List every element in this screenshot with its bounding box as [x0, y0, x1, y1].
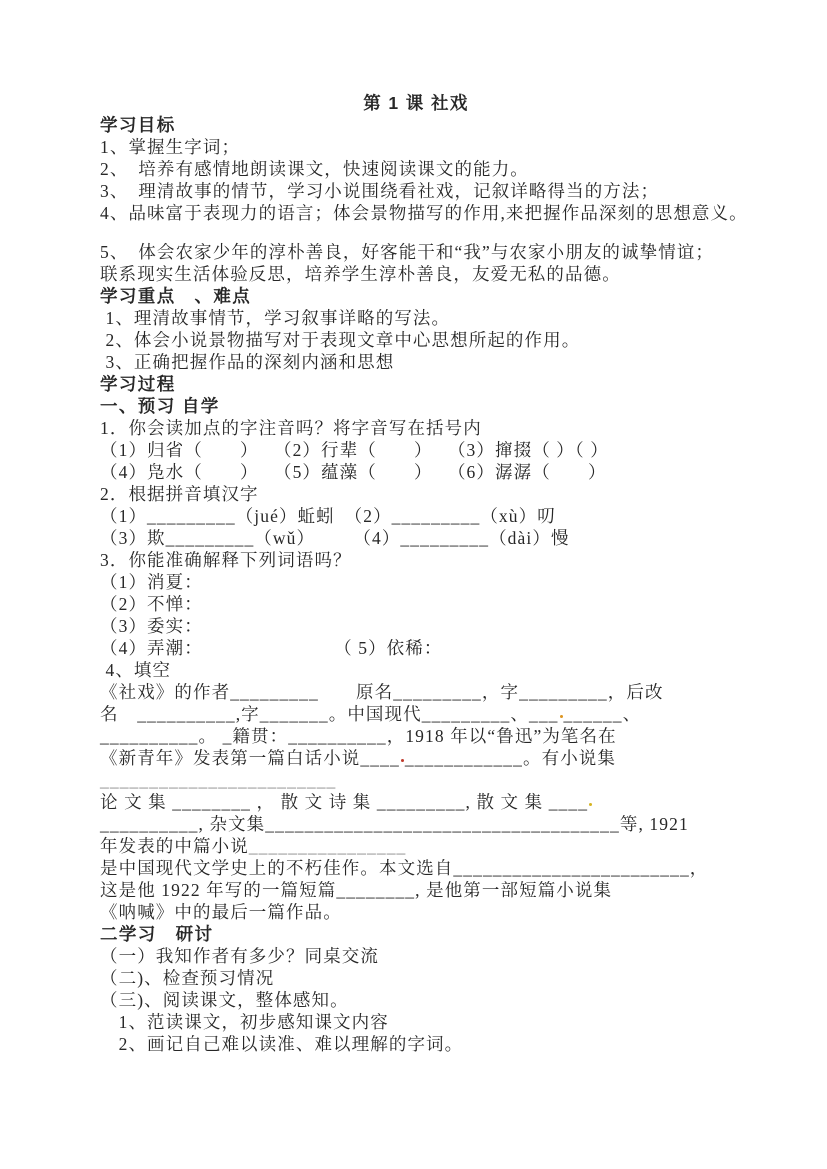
heading-section-1-preview: [100, 395, 732, 417]
text-run: 学习目标: [100, 115, 176, 135]
text-run: __________。 _籍贯：__________，1918 年以“鲁迅”为笔名在: [100, 726, 617, 746]
question-1-prompt: [100, 417, 732, 439]
heading-learning-process: [100, 373, 732, 395]
text-run: （三)、阅读课文，整体感知。: [100, 990, 349, 1010]
question-2-row-2: [100, 527, 732, 549]
text-run: 2、体会小说景物描写对于表现文章中心思想所起的作用。: [100, 330, 581, 350]
fill-blank-line-5: [100, 769, 732, 791]
study-item-3: [100, 989, 732, 1011]
goal-item-5: [100, 241, 732, 263]
text-run: （3）委实：: [100, 616, 203, 636]
text-run: 2、 培养有感情地朗读课文，快速阅读课文的能力。: [100, 159, 529, 179]
text-run: （4）凫水（ ） （5）蕴藻（ ） （6）潺潺（ ）: [100, 462, 607, 482]
text-run: 4、填空: [100, 660, 172, 680]
text-run: 2、画记自己难以读准、难以理解的字词。: [100, 1034, 464, 1054]
question-3-item-3: [100, 615, 732, 637]
question-3-item-2: [100, 593, 732, 615]
fill-blank-line-4: [100, 747, 732, 769]
text-run: （1）_________（jué）蚯蚓 （2）_________（xù）叨: [100, 506, 556, 526]
text-run: 1、范读课文，初步感知课文内容: [100, 1012, 389, 1032]
text-run: （二)、检查预习情况: [100, 968, 275, 988]
text-run: 4、品味富于表现力的语言；体会景物描写的作用,来把握作品深刻的思想意义。: [100, 203, 748, 223]
goal-item-4: [100, 202, 748, 224]
text-run: 一、预习 自学: [100, 396, 220, 416]
text-run: ______、: [563, 704, 642, 724]
goal-item-5-continued: [100, 263, 732, 285]
text-run: 《新青年》发表第一篇白话小说____: [100, 748, 400, 768]
goal-item-2: [100, 158, 732, 180]
heading-key-points: [100, 285, 732, 307]
text-run: 论 文 集 ________ ， 散 文 诗 集 _________, 散 文 集 ____: [100, 792, 589, 812]
text-run: ________________: [248, 836, 407, 856]
text-run: 年发表的中篇小说: [100, 836, 249, 856]
text-run: （3）欺_________（wǔ） （4）_________（dài）慢: [100, 528, 570, 548]
text-run: 学习重点 、难点: [100, 286, 252, 306]
text-run: （1）归省（ ） （2）行辈（ ） （3）撺掇（ ）（ ）: [100, 440, 609, 460]
fill-blank-line-2: [100, 703, 732, 725]
orange-dot-artifact-icon: [560, 715, 563, 718]
text-run: 二学习 研讨: [100, 924, 214, 944]
fill-blank-line-7: [100, 813, 732, 835]
heading-learning-goals: [100, 114, 732, 136]
question-1-row-1: [100, 439, 732, 461]
text-run: 是中国现代文学史上的不朽佳作。本文选自________________________，: [100, 858, 709, 878]
text-run: （一）我知作者有多少？同桌交流: [100, 946, 379, 966]
text-run: 5、 体会农家少年的淳朴善良，好客能干和“我”与农家小朋友的诚挚情谊；: [100, 242, 715, 262]
document-content: [100, 92, 748, 1055]
text-run: 1．你会读加点的字注音吗？将字音写在括号内: [100, 418, 482, 438]
fill-blank-line-9: [100, 857, 732, 879]
question-3-items-4-5: [100, 637, 732, 659]
red-dot-artifact-icon: [401, 759, 404, 762]
question-4-prompt: [100, 659, 732, 681]
question-2-row-1: [100, 505, 732, 527]
yellow-dot-artifact-icon: [589, 803, 592, 806]
text-run: （4）弄潮： （ 5）依稀：: [100, 638, 443, 658]
key-point-1: [100, 307, 732, 329]
text-run: 3、 理清故事的情节，学习小说围绕看社戏，记叙详略得当的方法；: [100, 181, 660, 201]
question-1-row-2: [100, 461, 732, 483]
text-run: 3．你能准确解释下列词语吗？: [100, 550, 352, 570]
fill-blank-line-3: [100, 725, 732, 747]
text-run: 这是他 1922 年写的一篇短篇________, 是他第一部短篇小说集: [100, 880, 613, 900]
study-item-2: [100, 967, 732, 989]
lesson-title: [100, 92, 732, 114]
text-run: （1）消夏：: [100, 572, 203, 592]
heading-section-2-study: [100, 923, 732, 945]
study-sub-item-1: [100, 1011, 732, 1033]
text-run: ____________。有小说集: [404, 748, 617, 768]
goal-item-3: [100, 180, 732, 202]
fill-blank-line-10: [100, 879, 732, 901]
fill-blank-line-8: [100, 835, 732, 857]
text-run: 学习过程: [100, 374, 176, 394]
key-point-3: [100, 351, 732, 373]
text-run: （2）不惮：: [100, 594, 203, 614]
text-run: 1、掌握生字词；: [100, 137, 241, 157]
key-point-2: [100, 329, 732, 351]
study-sub-item-2: [100, 1033, 732, 1055]
question-2-prompt: [100, 483, 732, 505]
text-run: 第 1 课 社戏: [363, 93, 469, 113]
text-run: ________________________: [100, 770, 337, 790]
question-3-prompt: [100, 549, 732, 571]
text-run: 3、正确把握作品的深刻内涵和思想: [100, 352, 395, 372]
study-item-1: [100, 945, 732, 967]
text-run: 联系现实生活体验反思，培养学生淳朴善良，友爱无私的品德。: [100, 264, 621, 284]
fill-blank-line-6: [100, 791, 732, 813]
fill-blank-line-1: [100, 681, 732, 703]
text-run: 2．根据拼音填汉字: [100, 484, 259, 504]
text-run: 《呐喊》中的最后一篇作品。: [100, 902, 342, 922]
text-run: 《社戏》的作者_________ 原名_________，字_________，后改: [100, 682, 664, 702]
goal-item-1: [100, 136, 732, 158]
text-run: __________, 杂文集____________________________________等, 1921: [100, 814, 689, 834]
text-run: 名 __________,字_______。中国现代_________、___: [100, 704, 559, 724]
blank-line: [100, 224, 732, 241]
text-run: 1、理清故事情节，学习叙事详略的写法。: [100, 308, 451, 328]
fill-blank-line-11: [100, 901, 732, 923]
question-3-item-1: [100, 571, 732, 593]
